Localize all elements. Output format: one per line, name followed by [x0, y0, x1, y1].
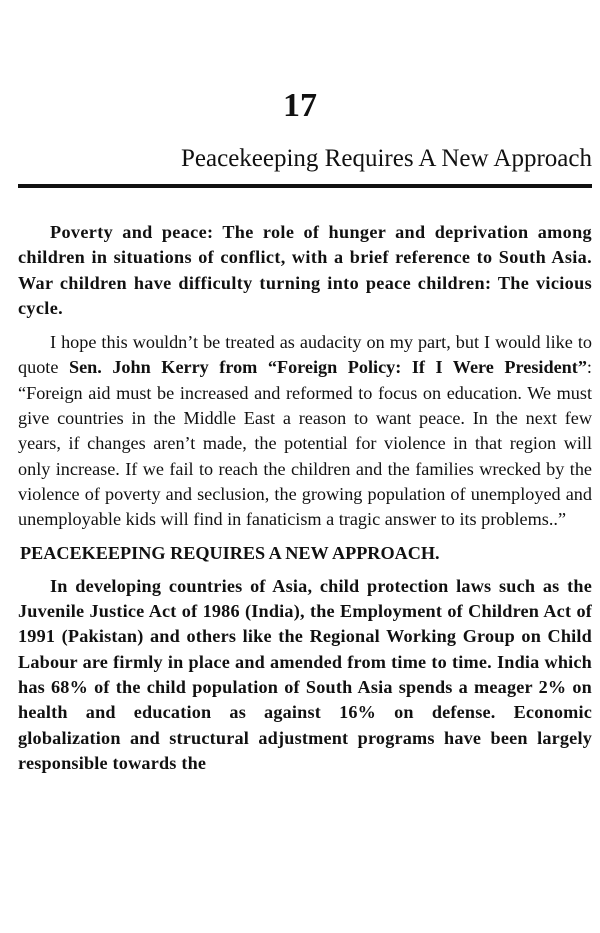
lead-paragraph: Poverty and peace: The role of hunger and deprivation among children in situations of conflict, with a brief reference to South Asia. War children have difficulty turning into peace children: The vicious cycle. — [18, 222, 592, 318]
section-heading: PEACEKEEPING REQUIRES A NEW APPROACH. — [20, 542, 440, 563]
section-paragraph: In developing countries of Asia, child protection laws such as the Juvenile Justice Act of 1986 (India), the Employment of Children Act of 1991 (Pakistan) and others like the Regional Working Group on Child Labour are firmly in place and amended from time to time. India which has 68% of the child population of South Asia spends a meager 2% on health and education as against 16% on defense. Economic globalization and structural adjustment programs have been largely responsible towards the — [18, 575, 592, 773]
quotation-paragraph — [18, 330, 592, 532]
quoted-source: Sen. John Kerry from “Foreign Policy: If I Were President” — [68, 357, 587, 378]
chapter-number: 17 — [283, 87, 317, 124]
quotation-intro: I hope this wouldn’t be treated as audacity on my part, but I would like to quote — [18, 332, 592, 378]
page-content — [18, 220, 592, 776]
chapter-title: Peacekeeping Requires A New Approach — [181, 145, 592, 172]
title-divider — [18, 184, 592, 188]
quotation-text: : “Foreign aid must be increased and reformed to focus on education. We must give countries in the Middle East a reason to want peace. In the next few years, if changes aren’t made, the potential for violence in that region will only increase. If we fail to reach the children and the families wrecked by the violence of poverty and seclusion, the growing population of unemployed and unemployable kids will find in fanaticism a tragic answer to its problems..” — [18, 357, 592, 530]
